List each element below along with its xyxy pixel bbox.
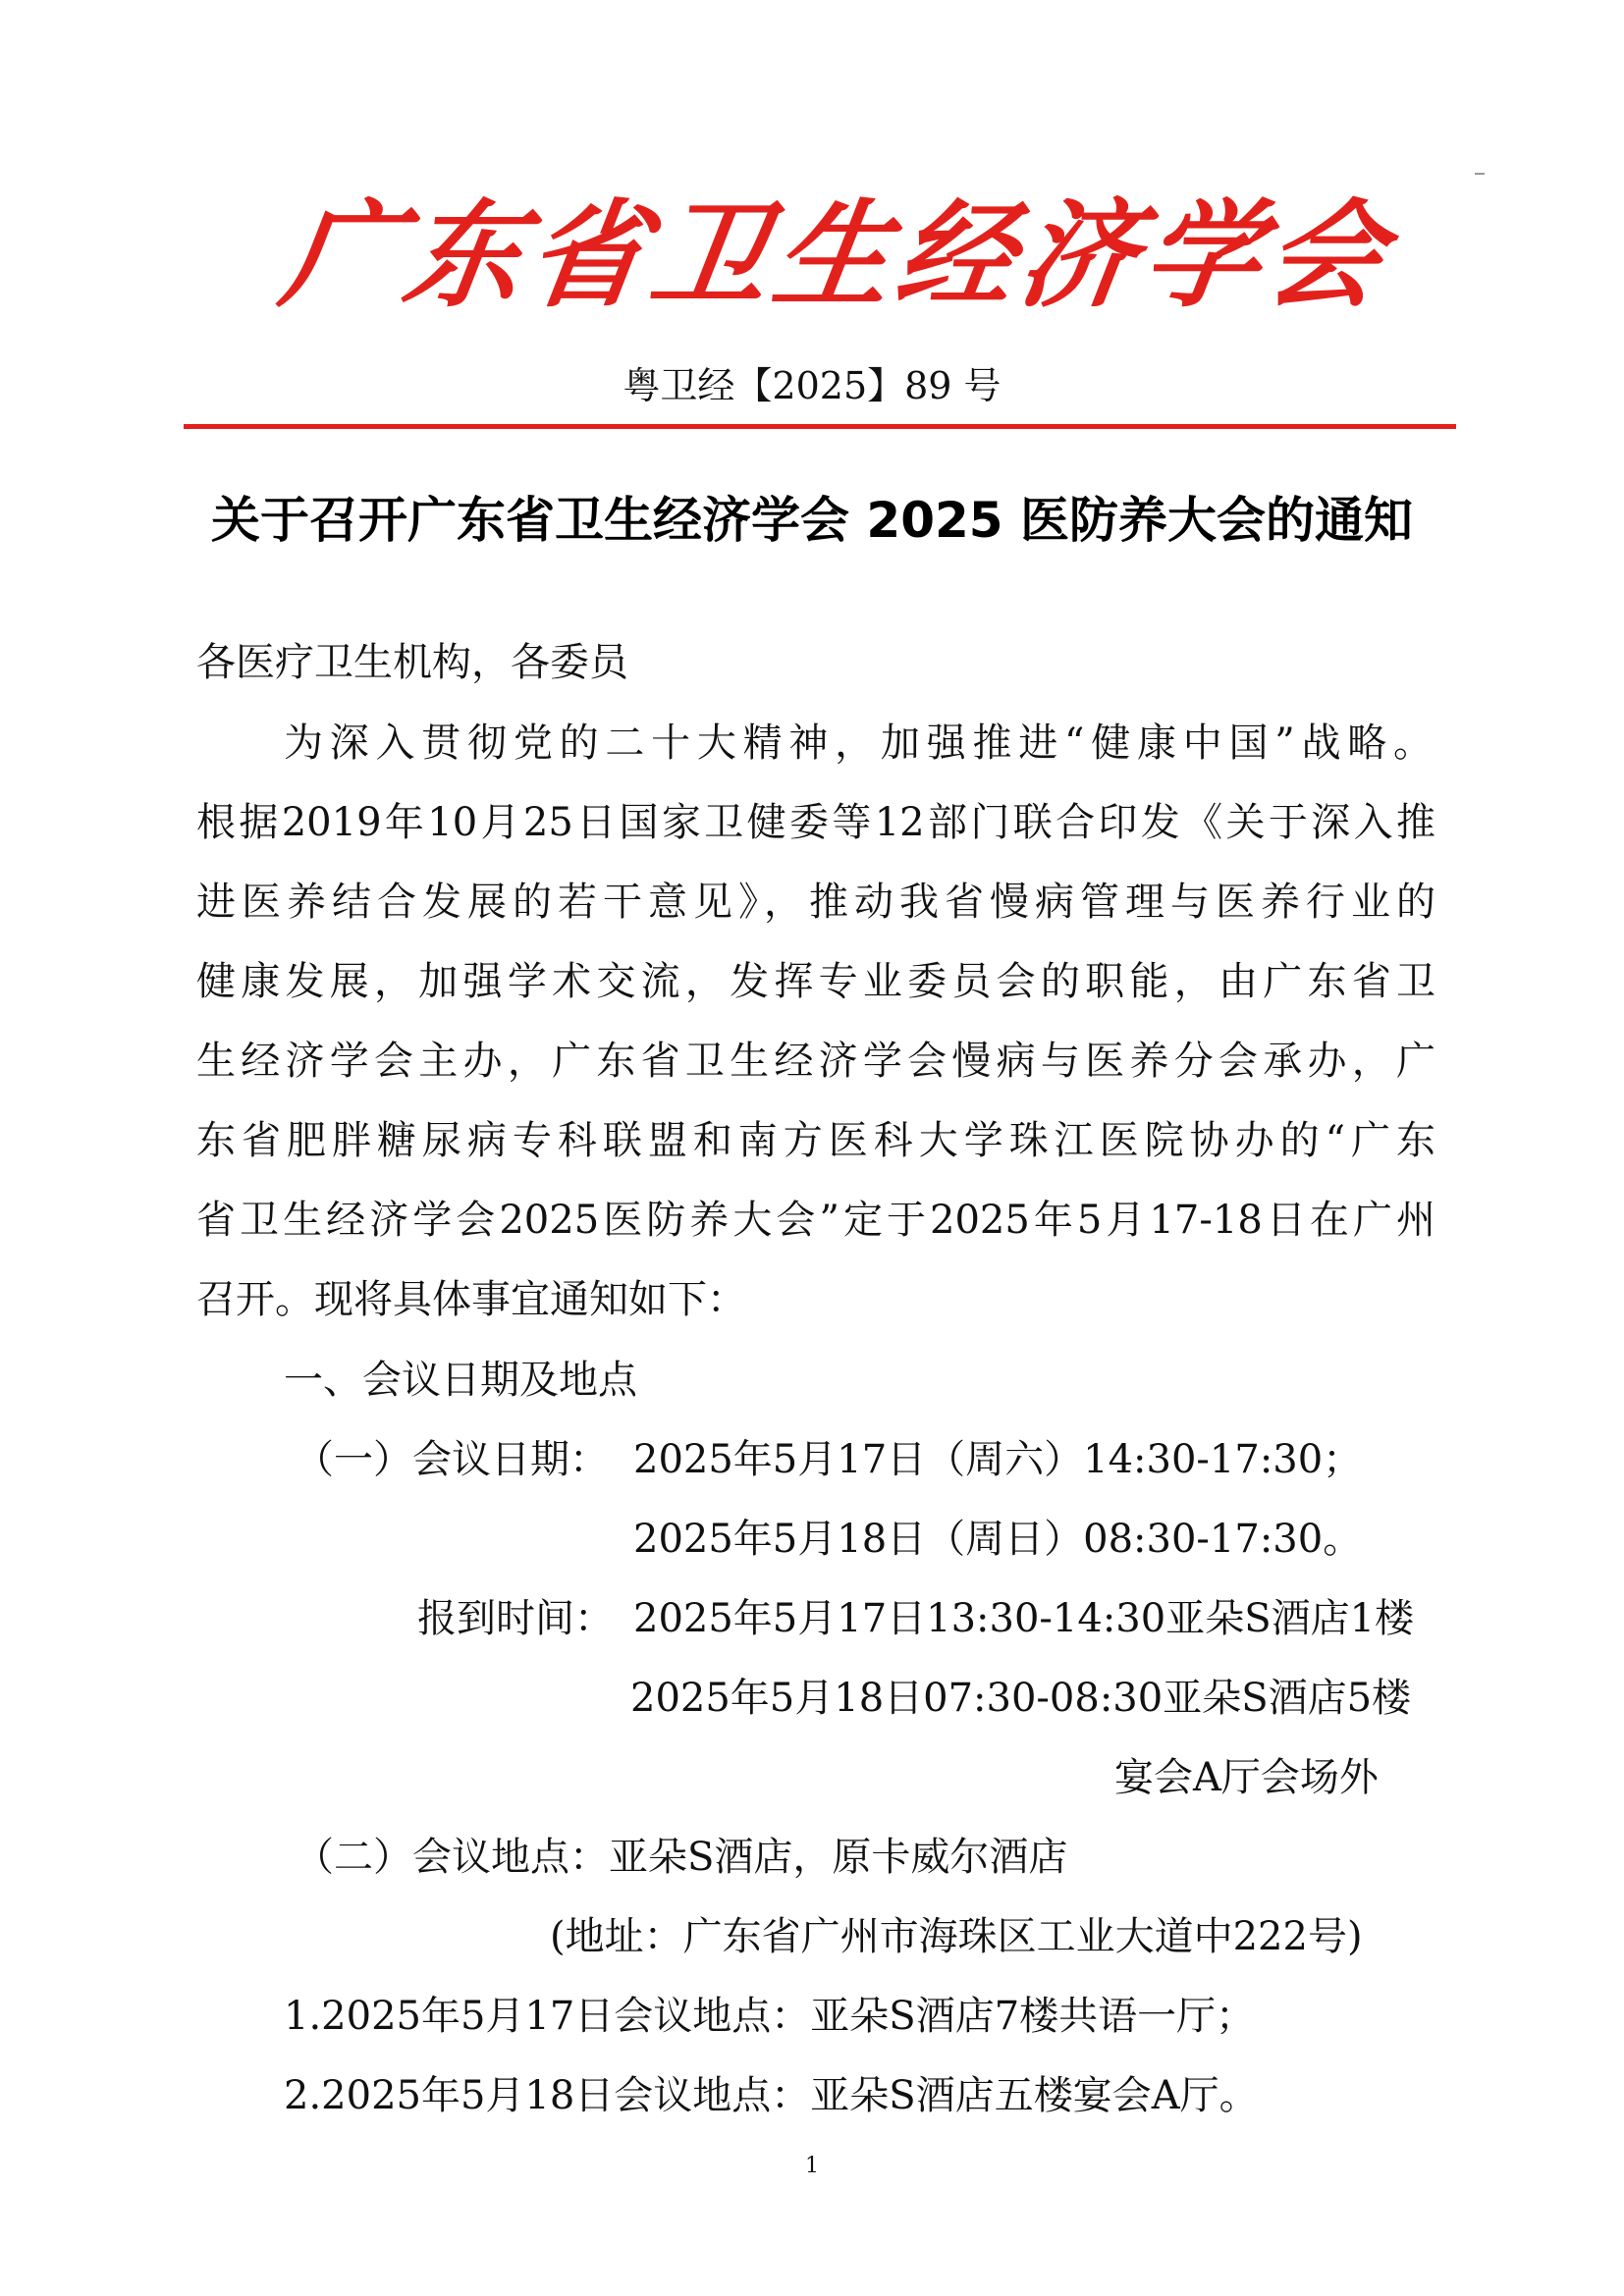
masthead [273, 167, 1393, 324]
document-number: 粤卫经【2025】89 号 [623, 364, 1001, 407]
page-number: 1 [805, 2154, 819, 2178]
body-line: 东省肥胖糖尿病专科联盟和南方医科大学珠江医院协办的“广东 [196, 1118, 1435, 1163]
checkin-line: 2025年5月17日13:30-14:30亚朵S酒店1楼 [633, 1596, 1415, 1641]
body-line: 召开。现将具体事宜通知如下： [196, 1277, 746, 1322]
body-line: 省卫生经济学会2025医防养大会”定于2025年5月17-18日在广州 [196, 1198, 1435, 1243]
body-line: 健康发展，加强学术交流，发挥专业委员会的职能，由广东省卫 [196, 959, 1435, 1004]
masthead-char: 广 [273, 187, 409, 323]
masthead-char: 省 [519, 187, 655, 323]
venue-item: 2.2025年5月18日会议地点：亚朵S酒店五楼宴会A厅。 [284, 2073, 1259, 2118]
red-divider [184, 424, 1456, 429]
address-line: (地址：广东省广州市海珠区工业大道中222号) [550, 1914, 1363, 1959]
venue-line: （二）会议地点：亚朵S酒店，原卡威尔酒店 [295, 1835, 1068, 1880]
date-line: 2025年5月18日（周日）08:30-17:30。 [633, 1517, 1363, 1562]
document-title: 关于召开广东省卫生经济学会 2025 医防养大会的通知 [211, 492, 1413, 549]
body-line: 生经济学会主办，广东省卫生经济学会慢病与医养分会承办，广 [196, 1039, 1435, 1084]
body-line: 进医养结合发展的若干意见》，推动我省慢病管理与医养行业的 [196, 880, 1435, 925]
masthead-char: 学 [1134, 187, 1271, 323]
section-heading: 一、会议日期及地点 [284, 1358, 637, 1403]
salutation: 各医疗卫生机构，各委员 [196, 640, 628, 685]
masthead-char: 经 [889, 187, 1024, 323]
masthead-char: 卫 [642, 187, 779, 323]
masthead-char: 济 [1011, 187, 1147, 323]
corner-mark [1475, 173, 1485, 175]
venue-item: 1.2025年5月17日会议地点：亚朵S酒店7楼共语一厅； [284, 1994, 1256, 2039]
masthead-char: 东 [397, 187, 532, 323]
masthead-char: 生 [765, 187, 901, 323]
checkin-label: 报到时间： [417, 1596, 614, 1641]
date-label: （一）会议日期： [295, 1437, 609, 1482]
checkin-line: 2025年5月18日07:30-08:30亚朵S酒店5楼 [630, 1676, 1412, 1721]
checkin-line: 宴会A厅会场外 [1114, 1755, 1379, 1800]
body-line: 为深入贯彻党的二十大精神，加强推进“健康中国”战略。 [284, 721, 1433, 766]
date-line: 2025年5月17日（周六）14:30-17:30； [633, 1437, 1363, 1482]
body-line: 根据2019年10月25日国家卫健委等12部门联合印发《关于深入推 [196, 800, 1435, 845]
masthead-char: 会 [1257, 187, 1393, 323]
